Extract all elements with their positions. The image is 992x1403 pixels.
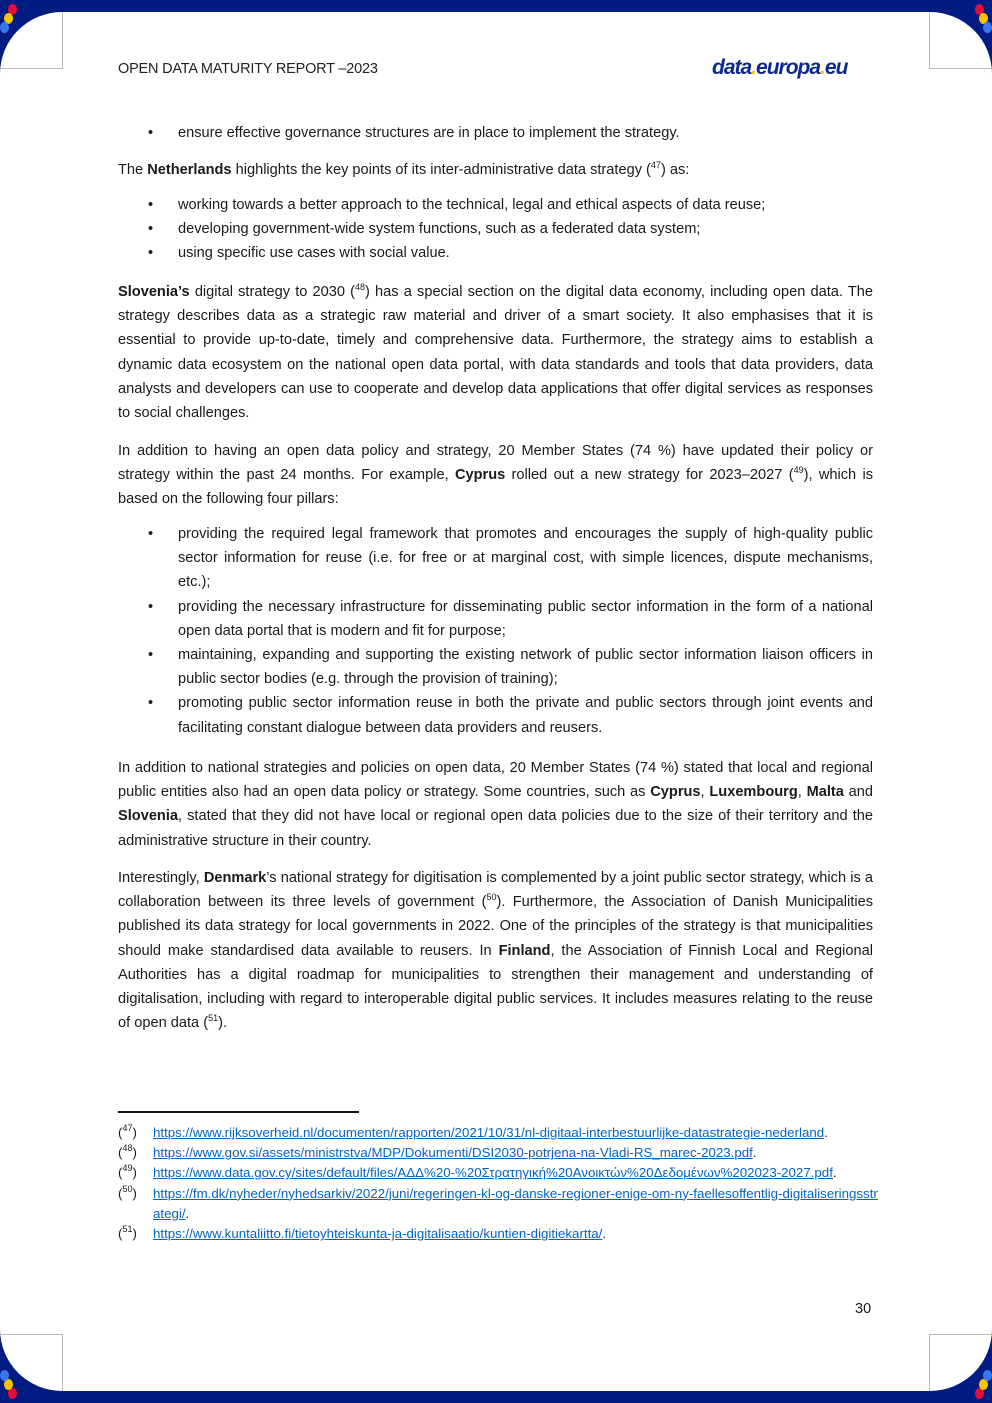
bullet-item <box>118 217 873 241</box>
bold-text: Slovenia’s <box>118 284 190 300</box>
text-run: In addition to national strategies and policies on open data, 20 Member States (74 %) stated that local and regional public entities also had an open data policy or strategy. Some countries, such as <box>118 760 873 801</box>
text-run: developing government-wide system functions, such as a federated data system; <box>178 221 701 238</box>
bullet-item <box>118 522 873 595</box>
crop-mark <box>0 12 63 69</box>
text-run: ensure effective governance structures are in place to implement the strategy. <box>178 125 680 141</box>
text-run: ), which is based on the following four pillars: <box>118 467 873 508</box>
text-run: ) has a special section on the digital data economy, including open data. The strategy describes data as a strategic raw material and driver of a smart society. It also emphasises that it is essential to provide up-to-date, timely and comprehensive data. Furthermore, the strategy aims to establish a dynamic data ecosystem on the national open data portal, with data standards and tools that data providers, data analysts and developers can use to cooperate and develop data applications that offer digital services as responses to social challenges. <box>118 284 873 422</box>
bullet-list <box>118 121 873 145</box>
bold-text: Netherlands <box>147 162 232 178</box>
text-run: Interestingly, <box>118 870 204 886</box>
text-run: using specific use cases with social value. <box>178 245 450 262</box>
paragraph <box>118 866 873 1035</box>
footnote-link[interactable]: https://www.rijksoverheid.nl/documenten/rapporten/2021/10/31/nl-digitaal-interbestuurlijke-datastrategie-nederland <box>153 1125 825 1140</box>
footnote-num: 50 <box>122 1183 133 1194</box>
text-run: working towards a better approach to the technical, legal and ethical aspects of data reuse; <box>178 197 766 213</box>
footnote-number: ($^{51}$) <box>118 1224 137 1242</box>
text-run: rolled out a new strategy for 2023–2027 ( <box>505 467 794 484</box>
bullet-item <box>118 643 873 691</box>
footnote-number: ($^{49}$) <box>118 1163 137 1181</box>
crop-mark <box>929 12 992 69</box>
period: . <box>824 1125 828 1140</box>
paragraph <box>118 158 873 182</box>
footnote-ref: 51 <box>208 1013 219 1024</box>
footnote-ref: 50 <box>486 892 497 903</box>
bold-text: Cyprus <box>650 784 701 801</box>
bullet-list <box>118 522 873 740</box>
text-run: providing the necessary infrastructure for disseminating public sector information in the form of a national open data portal that is modern and fit for purpose; <box>178 598 873 639</box>
footnote-link[interactable]: https://www.data.gov.cy/sites/default/files/ΑΔΔ%20-%20Στρατηγική%20Ανοικτών%20Δεδομένων%202023-2027.pdf <box>153 1165 833 1181</box>
bullet-item <box>118 241 873 265</box>
footnote <box>118 1123 878 1143</box>
text-run: , stated that they did not have local or regional open data policies due to the size of their territory and the administrative structure in their country. <box>118 808 873 849</box>
footnote <box>118 1143 878 1163</box>
bold-text: Slovenia <box>118 808 179 825</box>
text-run: promoting public sector information reuse in both the private and public sectors through joint events and facilitating constant dialogue between data providers and reusers. <box>178 695 873 736</box>
bullet-list <box>118 193 873 266</box>
footnote-ref: 48 <box>355 282 366 292</box>
text-run: ’s national strategy for digitisation is complemented by a joint public sector strategy, which is a collaboration between its three levels of government ( <box>118 870 873 911</box>
period: . <box>602 1226 607 1242</box>
bold-text: Luxembourg <box>709 784 798 801</box>
data-europa-logo: data.europa.eu <box>712 56 848 79</box>
text-run: The <box>118 162 148 178</box>
text-run: , the Association of Finnish Local and Regional Authorities has a digital roadmap for municipalities to strengthen their management and understanding of digitalisation, including with regard to interoperable digital public services. It includes measures relating to the reuse of open data ( <box>118 942 874 1032</box>
footnote-number: ($^{48}$) <box>118 1143 137 1161</box>
text-run: , <box>700 784 710 801</box>
bullet-item <box>118 121 873 145</box>
footnote <box>118 1184 878 1224</box>
footnote-link[interactable]: https://www.kuntaliitto.fi/tietoyhteiskunta-ja-digitalisaatio/kuntien-digitiekartta/ <box>153 1226 603 1242</box>
text-run: ). Furthermore, the Association of Danish Municipalities published its data strategy for local governments in 2022. One of the principles of the strategy is that municipalities should make standardised data available to reusers. In <box>118 894 873 959</box>
footnote-link[interactable]: https://www.gov.si/assets/ministrstva/MDP/Dokumenti/DSI2030-potrjena-na-Vladi-RS_marec-2023.pdf <box>153 1145 753 1161</box>
text-run: and <box>843 784 874 801</box>
bullet-item <box>118 691 873 739</box>
text-run: In addition to having an open data policy and strategy, 20 Member States (74 %) have updated their policy or strategy within the past 24 months. For example, <box>118 443 873 484</box>
footnote-num: 51 <box>122 1224 133 1235</box>
bold-text: Malta <box>806 784 844 801</box>
footnote <box>118 1224 878 1244</box>
text-run: , <box>797 784 807 801</box>
footnote-separator <box>118 1111 359 1113</box>
footnote-ref: 49 <box>793 465 804 476</box>
report-title: OPEN DATA MATURITY REPORT –2023 <box>118 61 378 77</box>
bullet-item <box>118 595 873 643</box>
footnote-num: 47 <box>122 1123 133 1133</box>
page-number: 30 <box>855 1301 872 1317</box>
period: . <box>752 1145 757 1161</box>
bold-text: Denmark <box>203 870 267 886</box>
paragraph <box>118 756 873 853</box>
footnote-number: ($^{50}$) <box>118 1183 137 1201</box>
footnote-num: 48 <box>122 1143 133 1154</box>
text-run: maintaining, expanding and supporting the existing network of public sector information liaison officers in public sector bodies (e.g. through the provision of training); <box>178 647 873 688</box>
bold-text: Cyprus <box>454 467 506 484</box>
paragraph <box>118 280 873 425</box>
crop-mark <box>929 1334 992 1391</box>
footnotes <box>118 1123 878 1244</box>
text-run: highlights the key points of its inter-administrative data strategy ( <box>231 162 651 178</box>
footnote <box>118 1163 878 1183</box>
period: . <box>185 1205 190 1221</box>
bullet-item <box>118 193 873 217</box>
period: . <box>832 1165 837 1181</box>
paragraph <box>118 439 873 512</box>
text-run: ). <box>218 1015 228 1032</box>
footnote-link[interactable]: https://fm.dk/nyheder/nyhedsarkiv/2022/juni/regeringen-kl-og-danske-regioner-enige-om-ny-faellesoffentlig-digitaliseringsstrategi/ <box>153 1185 878 1221</box>
crop-mark <box>0 1334 63 1391</box>
text-run: providing the required legal framework that promotes and encourages the supply of high-quality public sector information for reuse (i.e. for free or at marginal cost, with simple licences, dispute mechanisms, etc.); <box>178 526 873 591</box>
bold-text: Finland <box>498 942 551 959</box>
text-run: ) as: <box>660 162 690 178</box>
footnote-number: ($^{47}$) <box>118 1123 137 1140</box>
footnote-ref: 47 <box>650 160 661 170</box>
footnote-num: 49 <box>122 1163 133 1174</box>
text-run: digital strategy to 2030 ( <box>189 284 356 300</box>
